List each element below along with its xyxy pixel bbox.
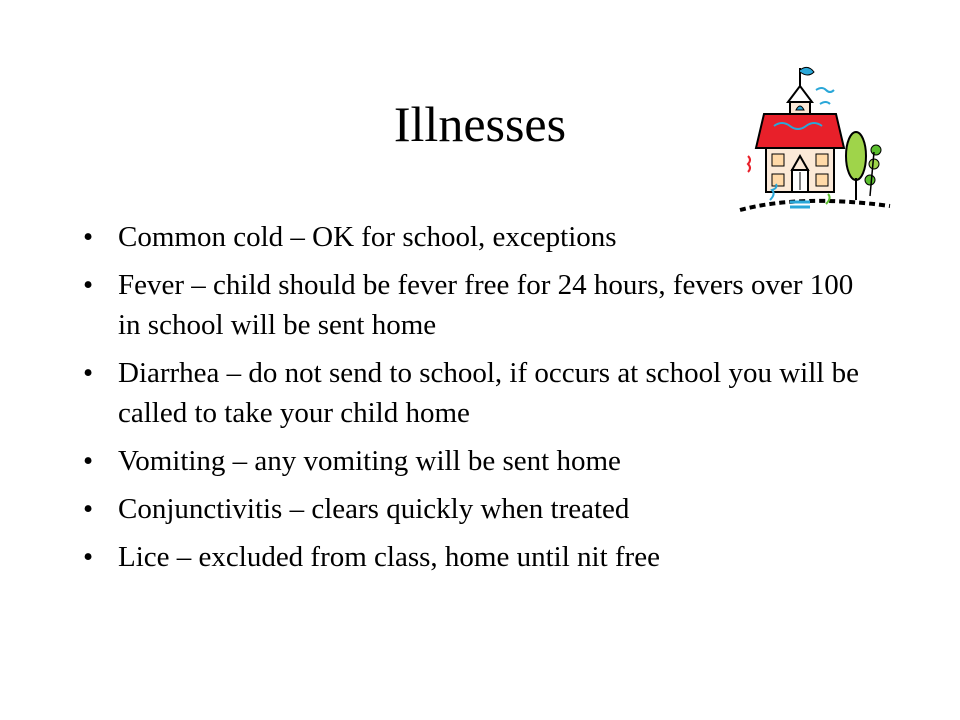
- bullet-text: Fever – child should be fever free for 24 hours, fevers over 100 in school will be sent home: [118, 269, 854, 341]
- list-item: [80, 441, 880, 481]
- bullet-text: Conjunctivitis – clears quickly when treated: [118, 493, 630, 525]
- bullet-marker: •: [83, 221, 94, 253]
- list-item: [80, 489, 880, 529]
- list-item: [80, 537, 880, 577]
- bullet-marker: •: [83, 493, 94, 525]
- bullet-marker: •: [83, 269, 94, 301]
- schoolhouse-icon: [730, 60, 900, 220]
- bullet-text: Lice – excluded from class, home until nit free: [118, 541, 660, 573]
- bullet-text: Vomiting – any vomiting will be sent home: [118, 445, 621, 477]
- list-item: [80, 353, 880, 433]
- bullet-text: Diarrhea – do not send to school, if occurs at school you will be called to take your child home: [118, 357, 859, 429]
- list-item: [80, 217, 880, 257]
- bullet-marker: •: [83, 445, 94, 477]
- bullet-list: [80, 217, 880, 585]
- bullet-marker: •: [83, 357, 94, 389]
- bullet-text: Common cold – OK for school, exceptions: [118, 221, 617, 253]
- list-item: [80, 265, 880, 345]
- bullet-marker: •: [83, 541, 94, 573]
- slide-title: Illnesses: [393, 96, 567, 152]
